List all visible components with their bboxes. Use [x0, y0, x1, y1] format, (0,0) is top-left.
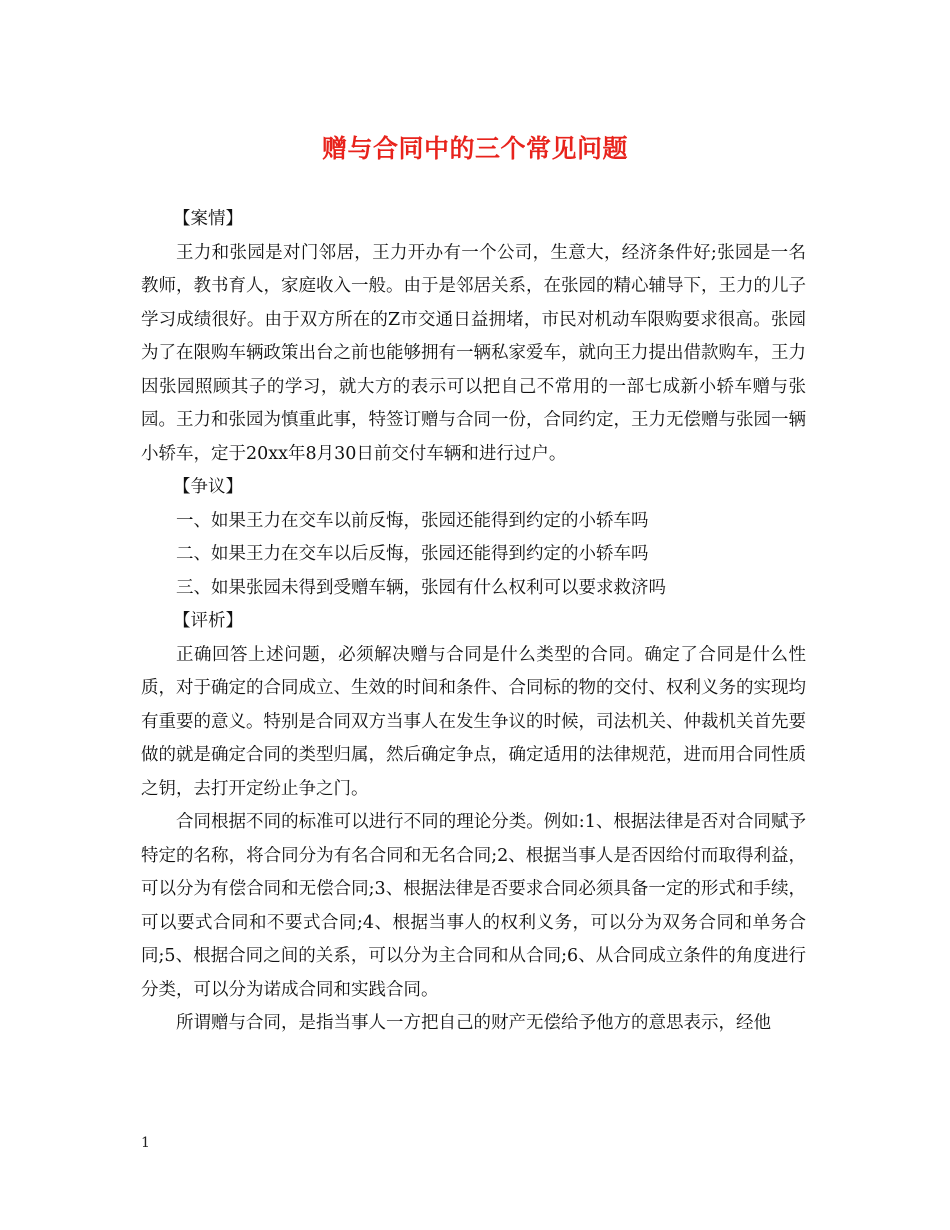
section-heading-analysis: 【评析】	[173, 611, 243, 631]
section-heading-case: 【案情】	[173, 209, 243, 229]
paragraph-analysis-1: 正确回答上述问题，必须解决赠与合同是什么类型的合同。确定了合同是什么性质，对于确定的合同成立、生效的时间和条件、合同标的物的交付、权利义务的实现均有重要的意义。特别是合同双方当事人在发生争议的时候，司法机关、仲裁机关首先要做的就是确定合同的类型归属，然后确定争点，确定适用的法律规范，进而用合同性质之钥，去打开定纷止争之门。	[141, 644, 806, 799]
dispute-item-1: 一、如果王力在交车以前反悔，张园还能得到约定的小轿车吗	[176, 510, 649, 531]
dispute-item-3: 三、如果张园未得到受赠车辆，张园有什么权利可以要求救济吗	[176, 577, 666, 598]
document-title: 赠与合同中的三个常见问题	[321, 134, 628, 163]
page-number: 1	[141, 1135, 150, 1151]
dispute-item-2: 二、如果王力在交车以后反悔，张园还能得到约定的小轿车吗	[176, 544, 649, 564]
paragraph-case-facts: 王力和张园是对门邻居，王力开办有一个公司，生意大，经济条件好;张园是一名教师，教书育人，家庭收入一般。由于是邻居关系，在张园的精心辅导下，王力的儿子学习成绩很好。由于双方所在的Z市交通日益拥堵，市民对机动车限购要求很高。张园为了在限购车辆政策出台之前也能够拥有一辆私家爱车，就向王力提出借款购车，王力因张园照顾其子的学习，就大方的表示可以把自己不常用的一部七成新小轿车赠与张园。王力和张园为慎重此事，特签订赠与合同一份，合同约定，王力无偿赠与张园一辆小轿车，定于20xx年8月30日前交付车辆和进行过户。	[141, 242, 806, 464]
paragraph-analysis-3: 所谓赠与合同，是指当事人一方把自己的财产无偿给予他方的意思表示，经他	[176, 1013, 771, 1033]
paragraph-analysis-2: 合同根据不同的标准可以进行不同的理论分类。例如:1、根据法律是否对合同赋予特定的名称，将合同分为有名合同和无名合同;2、根据当事人是否因给付而取得利益，可以分为有偿合同和无偿合同;3、根据法律是否要求合同必须具备一定的形式和手续，可以要式合同和不要式合同;4、根据当事人的权利义务，可以分为双务合同和单务合同;5、根据合同之间的关系，可以分为主合同和从合同;6、从合同成立条件的角度进行分类，可以分为诺成合同和实践合同。	[141, 812, 806, 1000]
document-body	[141, 203, 806, 1041]
section-heading-dispute: 【争议】	[173, 477, 243, 497]
